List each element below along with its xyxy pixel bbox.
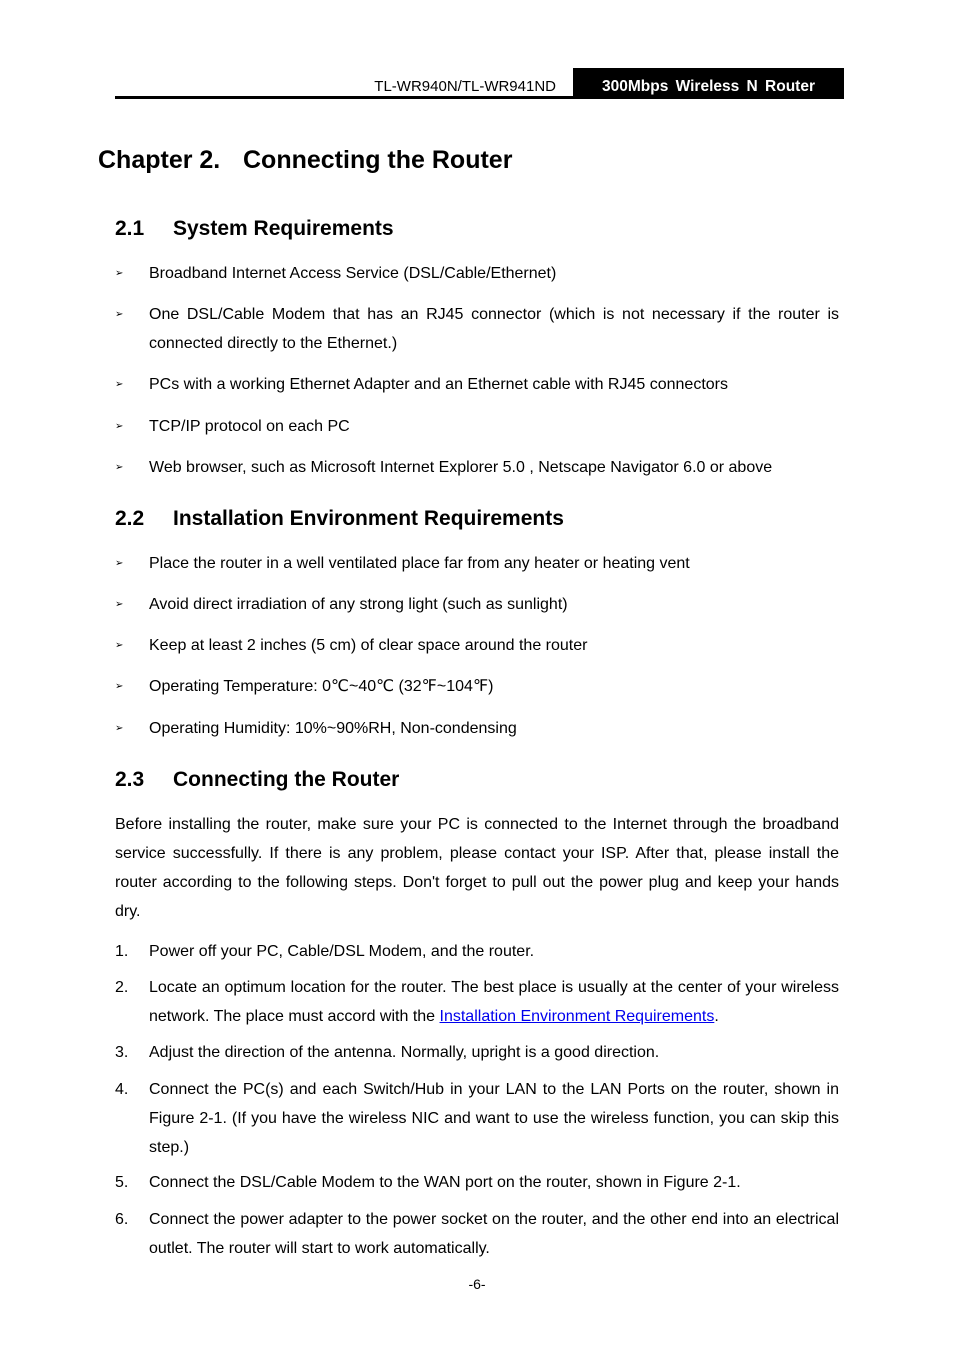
list-item-text: TCP/IP protocol on each PC <box>149 418 350 435</box>
section-title: System Requirements <box>173 217 394 240</box>
section-heading-2-1 <box>115 217 394 241</box>
section-title: Connecting the Router <box>173 768 400 791</box>
list-item <box>115 590 839 619</box>
bullet-arrow-icon: ➢ <box>115 558 124 569</box>
bullet-arrow-icon: ➢ <box>115 379 124 390</box>
list-item-text: Broadband Internet Access Service (DSL/Cable/Ethernet) <box>149 265 557 282</box>
bullet-arrow-icon: ➢ <box>115 268 124 279</box>
list-item <box>115 300 839 358</box>
list-item <box>115 631 839 660</box>
list-item-text: Operating Temperature: 0℃~40℃ (32℉~104℉) <box>149 678 494 695</box>
chapter-number: Chapter 2. <box>98 146 221 174</box>
step-item <box>115 1075 839 1162</box>
list-item-text: PCs with a working Ethernet Adapter and an Ethernet cable with RJ45 connectors <box>149 376 728 393</box>
step-text: Power off your PC, Cable/DSL Modem, and the router. <box>149 943 535 960</box>
list-item <box>115 412 839 441</box>
list-item-text: Operating Humidity: 10%~90%RH, Non-condensing <box>149 720 517 737</box>
bullet-arrow-icon: ➢ <box>115 462 124 473</box>
list-item-text: Place the router in a well ventilated place far from any heater or heating vent <box>149 555 690 572</box>
list-item-text: Avoid direct irradiation of any strong light (such as sunlight) <box>149 596 568 613</box>
step-number: 5. <box>115 1174 129 1191</box>
chapter-title <box>98 146 512 175</box>
step-text-part: . <box>714 1008 719 1025</box>
list-item <box>115 259 839 288</box>
list-item <box>115 453 839 482</box>
step-item <box>115 973 839 1031</box>
step-text-part: Locate an optimum location for the router. The best place is usually at the center of your wireless network. The place must accord with the <box>149 979 839 1025</box>
step-text: Connect the power adapter to the power socket on the router, and the other end into an electrical outlet. The router will start to work automatically. <box>149 1211 839 1257</box>
step-text: Connect the DSL/Cable Modem to the WAN port on the router, shown in Figure 2-1. <box>149 1174 741 1191</box>
list-item <box>115 714 839 743</box>
step-number: 1. <box>115 943 129 960</box>
section-heading-2-2 <box>115 507 564 531</box>
step-item <box>115 1038 839 1067</box>
intro-paragraph: Before installing the router, make sure your PC is connected to the Internet through the broadband service successfully. If there is any problem, please contact your ISP. After that, please install the router according to the following steps. Don't forget to pull out the power plug and keep your hands dry. <box>115 816 839 920</box>
bullet-arrow-icon: ➢ <box>115 309 124 320</box>
step-item <box>115 937 839 966</box>
section-title: Installation Environment Requirements <box>173 507 564 530</box>
list-item <box>115 672 839 701</box>
list-item-text: Web browser, such as Microsoft Internet Explorer 5.0 , Netscape Navigator 6.0 or above <box>149 459 773 476</box>
list-item <box>115 370 839 399</box>
section-number: 2.3 <box>115 768 145 791</box>
bullet-arrow-icon: ➢ <box>115 421 124 432</box>
installation-requirements-link[interactable]: Installation Environment Requirements <box>439 1008 715 1025</box>
step-text <box>149 973 839 1031</box>
step-text: Connect the PC(s) and each Switch/Hub in your LAN to the LAN Ports on the router, shown in Figure 2-1. (If you have the wireless NIC and want to use the wireless function, you can skip this step.) <box>149 1081 839 1156</box>
chapter-title-text: Connecting the Router <box>243 146 513 174</box>
step-number: 4. <box>115 1081 129 1098</box>
step-number: 6. <box>115 1211 129 1228</box>
list-item-text: Keep at least 2 inches (5 cm) of clear space around the router <box>149 637 588 654</box>
page-number: -6- <box>468 1276 486 1292</box>
step-number: 2. <box>115 979 129 996</box>
list-item <box>115 549 839 578</box>
list-item-text: One DSL/Cable Modem that has an RJ45 connector (which is not necessary if the router is connected directly to the Ethernet.) <box>149 306 839 352</box>
step-item <box>115 1205 839 1263</box>
header-product-banner: 300Mbps Wireless N Router <box>573 68 844 99</box>
bullet-arrow-icon: ➢ <box>115 640 124 651</box>
header-model: TL-WR940N/TL-WR941ND <box>374 78 556 95</box>
bullet-arrow-icon: ➢ <box>115 681 124 692</box>
section-number: 2.2 <box>115 507 145 530</box>
bullet-arrow-icon: ➢ <box>115 723 124 734</box>
step-text: Adjust the direction of the antenna. Normally, upright is a good direction. <box>149 1044 660 1061</box>
section-heading-2-3 <box>115 768 399 792</box>
step-item <box>115 1168 839 1197</box>
bullet-arrow-icon: ➢ <box>115 599 124 610</box>
step-number: 3. <box>115 1044 129 1061</box>
section-number: 2.1 <box>115 217 145 240</box>
